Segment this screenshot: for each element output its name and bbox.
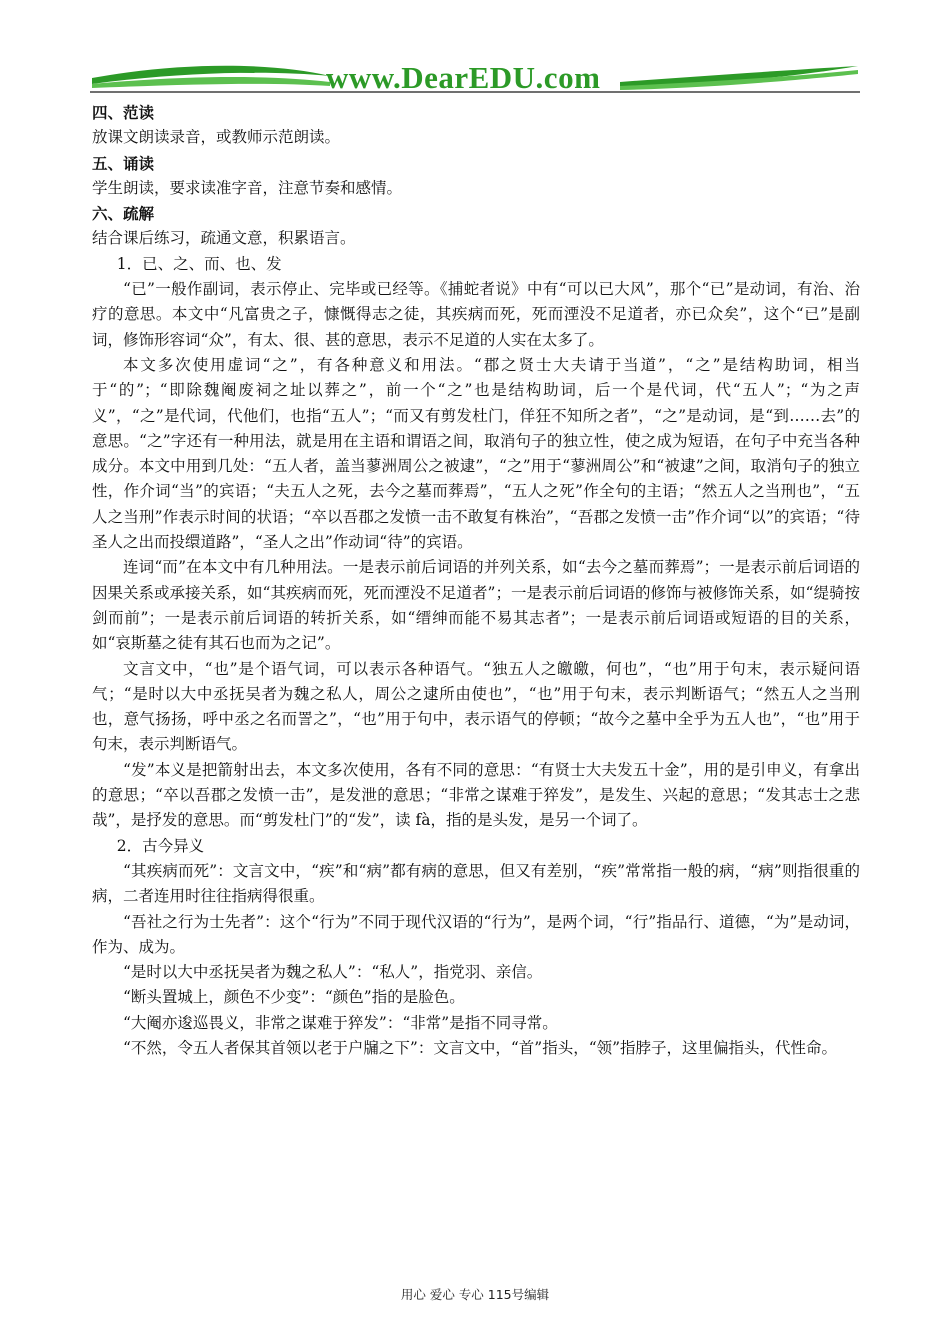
section-heading-shujie: 六、疏解 <box>92 204 155 224</box>
section-heading-fandu: 四、范读 <box>92 103 155 122</box>
paragraph-ye: 文言文中，“也”是个语气词，可以表示各种语气。“独五人之皦皦，何也”，“也”用于句末，表示疑问语气；“是时以大中丞抚吴者为魏之私人，周公之逮所由使也”，“也”用于句末，表示判断语气；“然五人之当刑也，意气扬扬，呼中丞之名而詈之”，“也”用于句中，表示语气的停顿；“故今之墓中全乎为五人也”，“也”用于句末，表示判断语气。 <box>92 659 860 754</box>
section-body-songdu: 学生朗读，要求读准字音，注意节奏和感情。 <box>92 178 403 197</box>
paragraph-xingwei: “吾社之行为士先者”：这个“行为”不同于现代汉语的“行为”，是两个词，“行”指品行、道德，“为”是动词，作为、成为。 <box>92 912 860 956</box>
paragraph-feichang: “大阉亦逡巡畏义，非常之谋难于猝发”：“非常”是指不同寻常。 <box>123 1013 558 1032</box>
paragraph-jibing: “其疾病而死”：文言文中，“疾”和“病”都有病的意思，但又有差别，“疾”常常指一般的病，“病”则指很重的病，二者连用时往往指病得很重。 <box>92 861 860 906</box>
document-body <box>92 100 860 1061</box>
paragraph-yi: “已”一般作副词，表示停止、完毕或已经等。《捕蛇者说》中有“可以已大风”，那个“已”是动词，有治、治疗的意思。本文中“凡富贵之子，慷慨得志之徒，其疾病而死，死而湮没不足道者，亦已众矣”，这个“已”是副词，修饰形容词“众”，有太、很、甚的意思，表示不足道的人实在太多了。 <box>92 280 860 349</box>
site-header <box>0 0 950 110</box>
paragraph-zhi: 本文多次使用虚词“之”，有各种意义和用法。“郡之贤士大夫请于当道”，“之”是结构助词，相当于“的”；“即除魏阉废祠之址以葬之”，前一个“之”也是结构助词，后一个是代词，代“五人”；“为之声义”，“之”是代词，代他们，也指“五人”；“而又有剪发杜门，佯狂不知所之者”，“之”是动词，是“到……去”的意思。“之”字还有一种用法，就是用在主语和谓语之间，取消句子的独立性，使之成为短语，在句子中充当各种成分。本文中用到几处：“五人者，盖当蓼洲周公之被逮”，“之”用于“蓼洲周公”和“被逮”之间，取消句子的独立性，作介词“当”的宾语；“夫五人之死，去今之墓而葬焉”，“五人之死”作全句的主语；“然五人之当刑也”，“五人之当刑”作表示时间的状语；“卒以吾郡之发愤一击不敢复有株治”，“吾郡之发愤一击”作介词“以”的宾语；“待圣人之出而投缳道路”，“圣人之出”作动词“待”的宾语。 <box>92 355 860 552</box>
paragraph-siren: “是时以大中丞抚吴者为魏之私人”：“私人”，指党羽、亲信。 <box>123 963 543 982</box>
page-footer: 用心 爱心 专心 115号编辑 <box>400 1287 550 1302</box>
section-body-shujie: 结合课后练习，疏通文意，积累语言。 <box>92 229 356 248</box>
site-logo-text: www.DearEDU.com <box>326 60 601 95</box>
paragraph-shouling: “不然，令五人者保其首领以老于户牖之下”：文言文中，“首”指头，“领”指脖子，这里偏指头，代性命。 <box>123 1038 838 1057</box>
section-body-fandu: 放课文朗读录音，或教师示范朗读。 <box>92 128 341 147</box>
section-heading-songdu: 五、诵读 <box>92 153 155 173</box>
paragraph-er: 连词“而”在本文中有几种用法。一是表示前后词语的并列关系，如“去今之墓而葬焉”；一是表示前后词语的因果关系或承接关系，如“其疾病而死，死而湮没不足道者”；一是表示前后词语的修饰与被修饰关系，如“缇骑按剑而前”；一是表示前后词语的转折关系，如“缙绅而能不易其志者”；一是表示前后词语或短语的目的关系，如“哀斯墓之徒有其石也而为之记”。 <box>92 558 860 653</box>
paragraph-yanse: “断头置城上，颜色不少变”：“颜色”指的是脸色。 <box>123 988 465 1007</box>
subsection-title-ancient-modern: 2．古今异义 <box>116 836 205 855</box>
subsection-title-function-words: 1．已、之、而、也、发 <box>116 254 282 273</box>
paragraph-fa: “发”本义是把箭射出去，本文多次使用，各有不同的意思：“有贤士大夫发五十金”，用的是引申义，有拿出的意思；“卒以吾郡之发愤一击”，是发泄的意思；“非常之谋难于猝发”，是发生、兴起的意思；“发其志士之悲哉”，是抒发的意思。而“剪发杜门”的“发”，读 fà，指的是头发，是另一个词了。 <box>92 760 860 830</box>
